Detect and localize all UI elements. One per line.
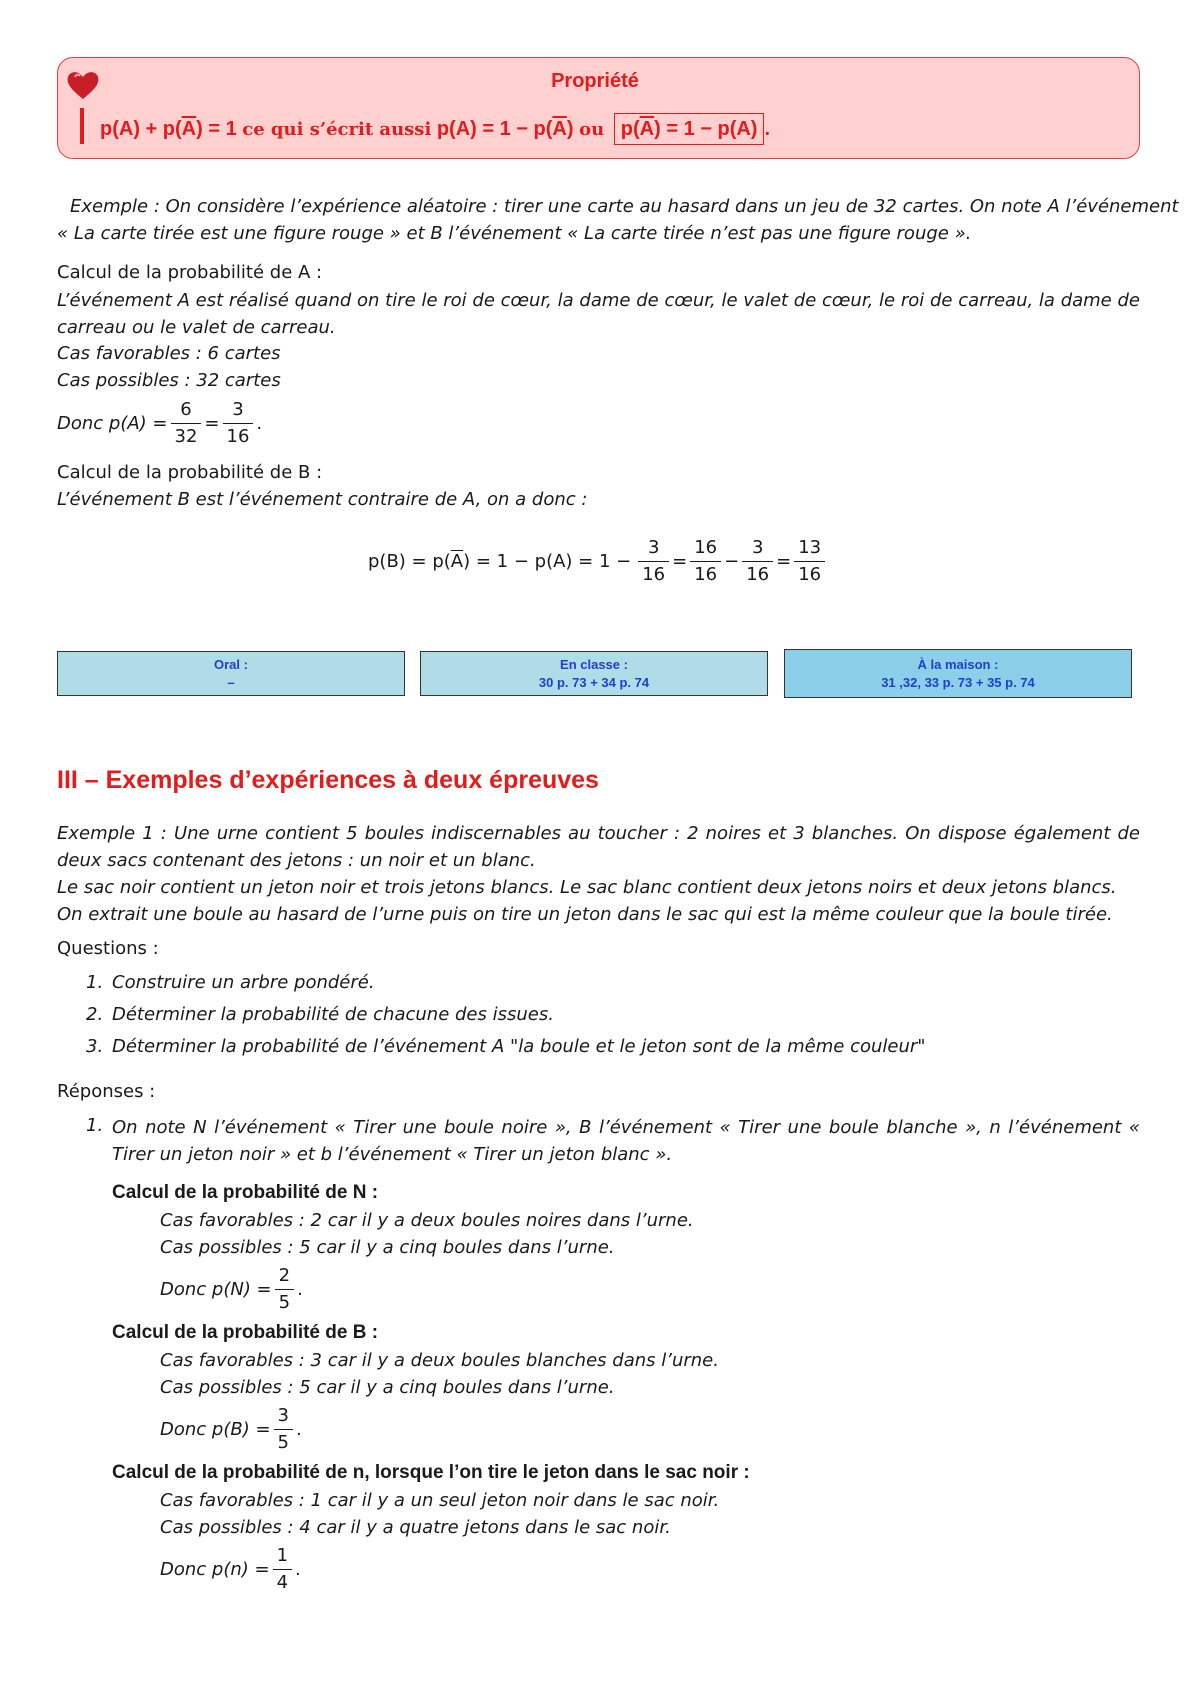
denominator: 32 — [171, 423, 202, 448]
denominator: 16 — [690, 561, 721, 586]
fraction — [690, 537, 721, 586]
fraction — [274, 1405, 293, 1454]
example-intro-line1: Exemple : On considère l’expérience aléatoire : tirer une carte au hasard dans un jeu de 32 cartes. On note A l’événement — [70, 196, 1179, 217]
block-n-favorables: Cas favorables : 2 car il y a deux boules noires dans l’urne. — [160, 1210, 694, 1231]
operator: − — [724, 550, 740, 572]
formula-part: p(A) = 1 − p( — [436, 118, 553, 140]
fraction — [742, 537, 773, 586]
exercises-class-label: En classe : — [560, 657, 628, 672]
donc-label: Donc p(n) = — [160, 1558, 270, 1580]
donc-label: Donc p(B) = — [160, 1418, 271, 1440]
block-b-title: Calcul de la probabilité de B : — [112, 1322, 379, 1343]
denominator: 4 — [273, 1569, 292, 1594]
fraction — [223, 399, 254, 448]
formula-part: ) = 1 — [196, 118, 237, 140]
exercises-home-label: À la maison : — [917, 657, 999, 672]
exercises-home-value: 31 ,32, 33 p. 73 + 35 p. 74 — [881, 675, 1035, 690]
p-a-result — [57, 396, 262, 450]
operator: = — [672, 550, 688, 572]
example1-text-1: Exemple 1 : Une urne contient 5 boules indiscernables au toucher : 2 noires et 3 blanches. On dispose également de deux sacs contenant des jetons : un noir et un blanc. — [57, 823, 1140, 871]
block-n-possibles: Cas possibles : 5 car il y a cinq boules dans l’urne. — [160, 1237, 615, 1258]
dot: . — [295, 1418, 302, 1440]
equation-part: p(B) = p( — [368, 550, 451, 572]
denominator: 16 — [223, 423, 254, 448]
formula-bar-a: $\overline{A}$ — [450, 550, 464, 572]
fraction — [638, 537, 669, 586]
question-number: 3. — [86, 1036, 104, 1057]
denominator: 16 — [638, 561, 669, 586]
formula-part: p(A) + p( — [100, 118, 182, 140]
calc-b-title: Calcul de la probabilité de B : — [57, 462, 323, 483]
fraction — [171, 399, 202, 448]
question-text: Déterminer la probabilité de l’événement A "la boule et le jeton sont de la même couleur" — [112, 1036, 926, 1057]
denominator: 16 — [742, 561, 773, 586]
formula-bar-a: $\overline{A}$ — [552, 118, 567, 140]
question-item — [86, 1036, 926, 1057]
exercises-oral-label: Oral : — [214, 657, 248, 672]
block-b-possibles: Cas possibles : 5 car il y a cinq boules dans l’urne. — [160, 1377, 615, 1398]
question-number: 1. — [86, 972, 104, 993]
formula-bar-a: $\overline{A}$ — [181, 118, 197, 140]
formula-part: ) = 1 − p(A) — [654, 118, 758, 140]
block-n-title: Calcul de la probabilité de N : — [112, 1182, 379, 1203]
answer-text: On note N l’événement « Tirer une boule noire », B l’événement « Tirer une boule blanche », n l’événement « Tirer un jeton noir » et b l’événement « Tirer un jeton blanc ». — [112, 1117, 1140, 1165]
numerator: 13 — [798, 536, 822, 558]
p-b-equation — [368, 532, 828, 590]
boxed-formula — [614, 113, 765, 145]
answer-number: 1. — [86, 1115, 104, 1136]
formula-bar-a: $\overline{A}$ — [639, 118, 655, 140]
dot: . — [256, 412, 263, 434]
block-jeton-n-result — [160, 1542, 301, 1596]
calc-a-possibles: Cas possibles : 32 cartes — [57, 370, 281, 391]
equals-sign: = — [204, 412, 220, 434]
exercises-home-box — [784, 649, 1132, 698]
property-formula — [100, 118, 770, 141]
numerator: 6 — [180, 398, 192, 420]
block-jeton-n-possibles: Cas possibles : 4 car il y a quatre jetons dans le sac noir. — [160, 1517, 671, 1538]
formula-part: ) — [566, 118, 574, 140]
question-item — [86, 972, 375, 993]
numerator: 16 — [694, 536, 718, 558]
question-item — [86, 1004, 554, 1025]
numerator: 3 — [647, 536, 660, 558]
question-number: 2. — [86, 1004, 104, 1025]
operator: = — [776, 550, 792, 572]
numerator: 1 — [276, 1544, 289, 1566]
answers-label: Réponses : — [57, 1081, 156, 1102]
block-b-favorables: Cas favorables : 3 car il y a deux boules blanches dans l’urne. — [160, 1350, 719, 1371]
numerator: 3 — [277, 1404, 289, 1426]
numerator: 3 — [751, 536, 764, 558]
example-intro-line2: « La carte tirée est une figure rouge » et B l’événement « La carte tirée n’est pas une figure rouge ». — [57, 223, 972, 244]
property-bar — [80, 108, 84, 144]
fraction — [794, 537, 825, 586]
property-title: Propriété — [551, 70, 639, 92]
dot: . — [295, 1558, 301, 1580]
calc-a-text: L’événement A est réalisé quand on tire le roi de cœur, la dame de cœur, le valet de cœur, le roi de carreau, la dame de carreau ou le valet de carreau. — [57, 290, 1140, 338]
example1-text-3: On extrait une boule au hasard de l’urne puis on tire un jeton dans le sac qui est la même couleur que la boule tirée. — [57, 904, 1113, 925]
formula-part: p( — [620, 118, 640, 140]
question-text: Déterminer la probabilité de chacune des issues. — [112, 1004, 554, 1025]
fraction — [273, 1545, 292, 1594]
calc-a-favorables: Cas favorables : 6 cartes — [57, 343, 281, 364]
question-text: Construire un arbre pondéré. — [112, 972, 375, 993]
formula-dot: . — [764, 118, 771, 140]
calc-a-title: Calcul de la probabilité de A : — [57, 262, 323, 283]
denominator: 16 — [794, 561, 825, 586]
denominator: 5 — [275, 1289, 294, 1314]
equation-part: ) = 1 − p(A) = 1 − — [463, 550, 632, 572]
exercises-oral-box — [57, 651, 405, 696]
donc-label: Donc p(N) = — [160, 1278, 272, 1300]
section-title: III – Exemples d’expériences à deux épreuves — [57, 766, 599, 794]
block-jeton-n-title: Calcul de la probabilité de n, lorsque l’on tire le jeton dans le sac noir : — [112, 1462, 750, 1483]
exercises-class-box — [420, 651, 768, 696]
calc-b-text: L’événement B est l’événement contraire de A, on a donc : — [57, 489, 588, 510]
questions-label: Questions : — [57, 938, 159, 959]
donc-label: Donc p(A) = — [57, 412, 168, 434]
block-n-result — [160, 1262, 303, 1316]
block-b-result — [160, 1402, 302, 1456]
formula-connector: ce qui s’écrit aussi — [242, 119, 432, 140]
dot: . — [297, 1278, 303, 1300]
exercises-class-value: 30 p. 73 + 34 p. 74 — [538, 675, 650, 690]
fraction — [275, 1265, 294, 1314]
numerator: 2 — [278, 1264, 291, 1286]
formula-connector: ou — [579, 119, 605, 140]
block-jeton-n-favorables: Cas favorables : 1 car il y a un seul jeton noir dans le sac noir. — [160, 1490, 720, 1511]
exercises-oral-value: – — [227, 675, 235, 690]
example1-text-2: Le sac noir contient un jeton noir et trois jetons blancs. Le sac blanc contient deux jetons noirs et deux jetons blancs. — [57, 877, 1117, 898]
numerator: 3 — [232, 398, 244, 420]
denominator: 5 — [274, 1429, 293, 1454]
